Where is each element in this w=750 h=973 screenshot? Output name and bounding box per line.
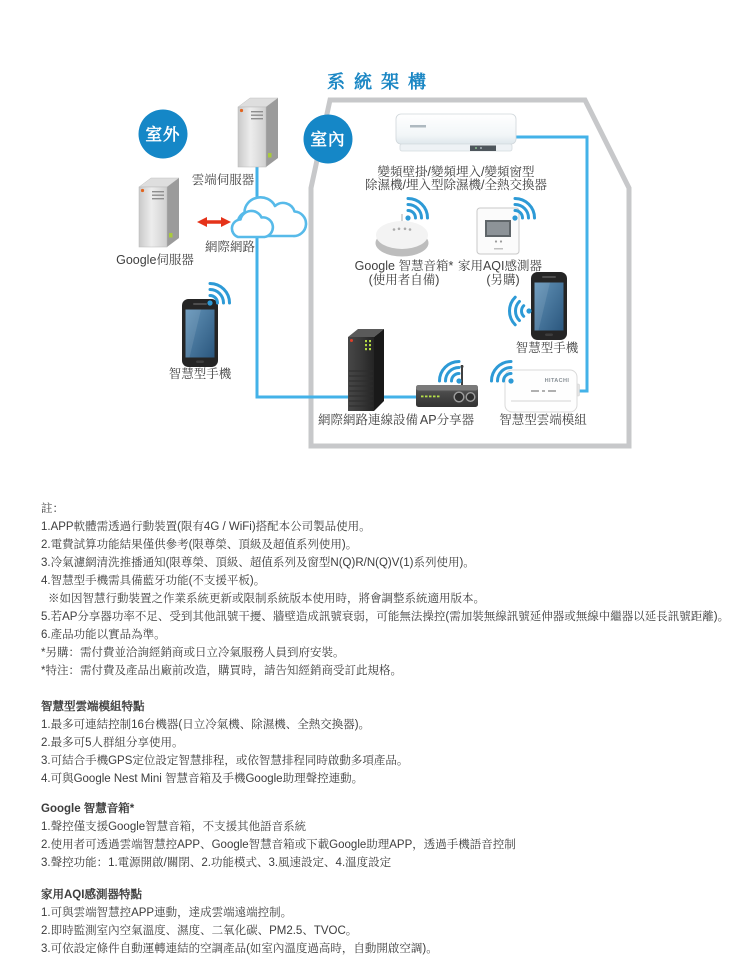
smartphone-outdoor-illustration — [182, 299, 218, 367]
internet-device-illustration — [348, 329, 384, 411]
section-google-speaker — [41, 800, 741, 872]
air-conditioner-illustration — [396, 114, 516, 151]
hitachi-logo-text: HITACHI — [544, 378, 570, 384]
note-item: *特注：需付費及產品出廠前改造，購買時，請告知經銷商受訂此規格。 — [41, 665, 402, 677]
notes-heading: 註： — [41, 503, 64, 515]
feature-item: 3.聲控功能：1.電源開啟/關閉、2.功能模式、3.風速設定、4.溫度設定 — [41, 857, 392, 869]
notes-and-features — [41, 500, 741, 958]
note-item: 2.電費試算功能結果僅供參考(限尊榮、頂級及超值系列使用)。 — [41, 539, 358, 551]
internet-device-label: 網際網路連線設備 — [317, 413, 419, 427]
ac-label-line1: 變頻壁掛/變頻埋入/變頻窗型 — [377, 165, 535, 179]
ac-label-line2: 除濕機/埋入型除濕機/全熱交換器 — [365, 178, 547, 192]
section-heading: Google 智慧音箱* — [41, 803, 135, 815]
indoor-badge-label: 室內 — [310, 131, 346, 149]
feature-item: 2.即時監測室內空氣溫度、濕度、二氧化碳、PM2.5、TVOC。 — [41, 925, 358, 937]
system-architecture-diagram — [0, 0, 750, 480]
section-heading: 智慧型雲端模組特點 — [41, 701, 145, 713]
outdoor-badge — [139, 110, 188, 159]
google-server-label: Google伺服器 — [116, 253, 194, 267]
sync-arrow-icon — [197, 217, 231, 227]
aqi-sensor-illustration — [477, 208, 519, 254]
note-item: *另購：需付費並洽詢經銷商或日立冷氣服務人員到府安裝。 — [41, 647, 345, 659]
internet-cloud-icon — [232, 197, 306, 237]
aqi-sublabel: (另購) — [486, 273, 520, 287]
smartphone-indoor-illustration — [531, 272, 567, 340]
cloud-server-illustration — [238, 98, 278, 167]
cloud-server-label: 雲端伺服器 — [191, 173, 255, 187]
page-title: 系統架構 — [327, 72, 435, 92]
google-speaker-illustration — [376, 214, 429, 257]
outdoor-phone-label: 智慧型手機 — [168, 367, 232, 381]
feature-item: 1.可與雲端智慧控APP連動，達成雲端遠端控制。 — [41, 907, 293, 919]
outdoor-badge-label: 室外 — [145, 126, 181, 144]
speaker-label: Google 智慧音箱* — [354, 259, 454, 273]
note-item: 4.智慧型手機需具備藍牙功能(不支援平板)。 — [41, 575, 266, 587]
feature-item: 1.最多可連結控制16台機器(日立冷氣機、除濕機、全熱交換器)。 — [41, 719, 371, 731]
note-item: 3.冷氣濾網清洗推播通知(限尊榮、頂級、超值系列及窗型N(Q)R/N(Q)V(1)系列使用)。 — [41, 557, 475, 569]
note-item: 5.若AP分享器功率不足、受到其他訊號干擾、牆壁造成訊號衰弱，可能無法操控(需加裝無線訊號延伸器或無線中繼器以延長訊號距離)。 — [41, 611, 730, 623]
indoor-badge — [304, 115, 353, 164]
notes-block — [41, 500, 741, 680]
aqi-label: 家用AQI感測器 — [457, 259, 543, 273]
wifi-icon — [509, 297, 531, 325]
note-item: 6.產品功能以實品為準。 — [41, 629, 166, 641]
internet-label: 網際網路 — [204, 240, 256, 254]
feature-item: 3.可依設定條件自動運轉連結的空調產品(如室內溫度過高時，自動開啟空調)。 — [41, 943, 438, 955]
feature-item: 2.最多可5人群組分享使用。 — [41, 737, 184, 749]
cloud-module-illustration — [505, 370, 580, 412]
section-cloud-module-features — [41, 698, 741, 788]
google-server-illustration — [139, 178, 179, 247]
section-aqi-sensor-features — [41, 886, 741, 958]
note-item: 1.APP軟體需透過行動裝置(限有4G / WiFi)搭配本公司製品使用。 — [41, 521, 371, 533]
indoor-phone-label: 智慧型手機 — [515, 341, 579, 355]
speaker-sublabel: (使用者自備) — [368, 273, 440, 287]
feature-item: 1.聲控僅支援Google智慧音箱，不支援其他語音系統 — [41, 821, 307, 833]
ap-router-label: AP分享器 — [419, 413, 475, 427]
note-item: ※如因智慧行動裝置之作業系統更新或限制系統版本使用時，將會調整系統適用版本。 — [48, 593, 485, 605]
section-heading: 家用AQI感測器特點 — [41, 889, 142, 901]
feature-item: 3.可結合手機GPS定位設定智慧排程，或依智慧排程同時啟動多項產品。 — [41, 755, 409, 767]
cloud-module-label: 智慧型雲端模組 — [499, 413, 587, 427]
feature-item: 2.使用者可透過雲端智慧控APP、Google智慧音箱或下載Google助理APP，透過手機語音控制 — [41, 839, 516, 851]
feature-item: 4.可與Google Nest Mini 智慧音箱及手機Google助理聲控連動。 — [41, 773, 364, 785]
ap-router-illustration — [416, 365, 478, 407]
